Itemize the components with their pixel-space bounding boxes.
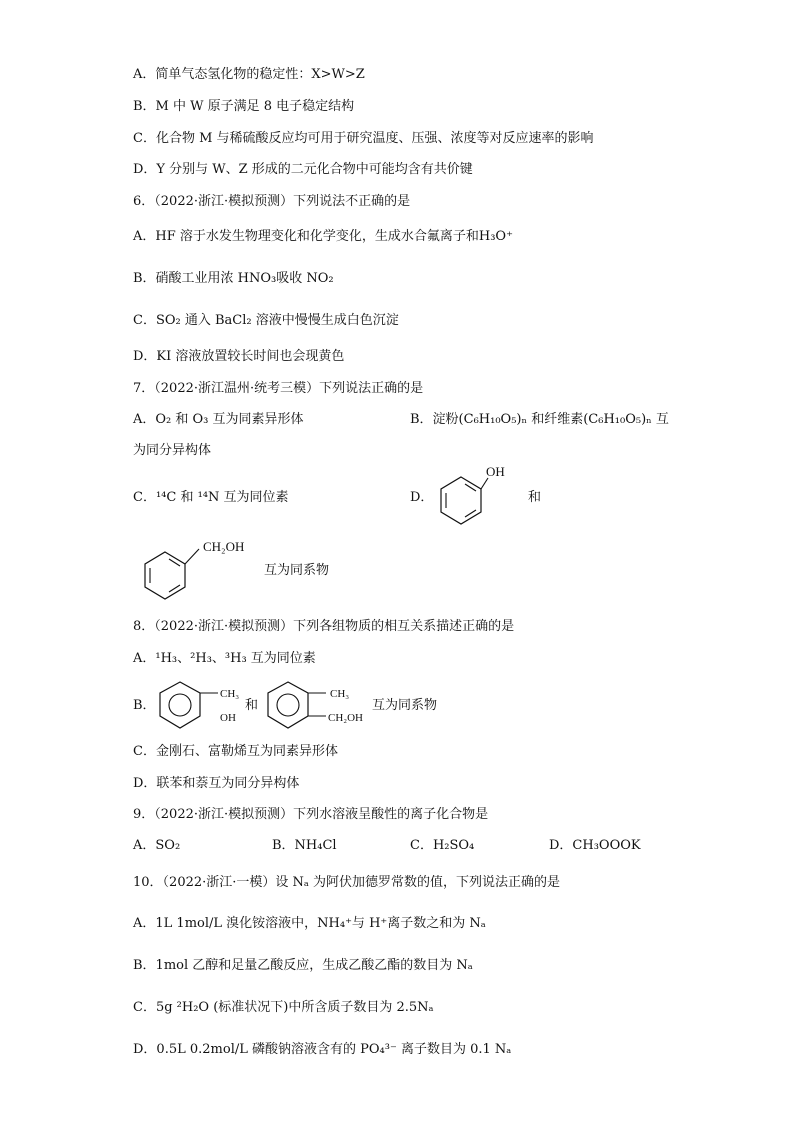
q8-option-b-label: B． bbox=[133, 698, 156, 713]
q9-option-c: C．H₂SO₄ bbox=[410, 838, 475, 853]
q6-option-c: C．SO₂ 通入 BaCl₂ 溶液中慢慢生成白色沉淀 bbox=[133, 313, 399, 328]
q8-option-c: C．金刚石、富勒烯互为同素异形体 bbox=[133, 744, 338, 759]
q5-option-a: A．简单气态氢化物的稳定性：X>W>Z bbox=[133, 67, 365, 82]
q5-option-b: B．M 中 W 原子满足 8 电子稳定结构 bbox=[133, 99, 355, 114]
q6-option-a: A．HF 溶于水发生物理变化和化学变化，生成水合氟离子和H₃O⁺ bbox=[133, 229, 513, 244]
phenol-oh-label: OH bbox=[486, 464, 505, 479]
q7-stem: 7．（2022·浙江温州·统考三模）下列说法正确的是 bbox=[133, 381, 424, 396]
q8-option-b-and: 和 bbox=[245, 698, 259, 713]
q10-option-c: C．5g ²H₂O (标准状况下)中所含质子数目为 2.5Nₐ bbox=[133, 1000, 434, 1015]
s2-ch2oh-label: CH₂OH bbox=[328, 712, 364, 724]
benzyl-alcohol-structure bbox=[135, 535, 265, 605]
q7-option-d-label: D． bbox=[410, 490, 434, 505]
q7-option-d-tail: 互为同系物 bbox=[264, 563, 330, 578]
q8-stem: 8．（2022·浙江·模拟预测）下列各组物质的相互关系描述正确的是 bbox=[133, 619, 515, 634]
q10-option-d: D．0.5L 0.2mol/L 磷酸钠溶液含有的 PO₄³⁻ 离子数目为 0.1 Nₐ bbox=[133, 1042, 512, 1057]
benzyl-ch2oh-label: CH₂OH bbox=[203, 539, 245, 554]
q8-option-a: A．¹H₃、²H₃、³H₃ 互为同位素 bbox=[133, 651, 316, 666]
q7-option-d-and: 和 bbox=[528, 490, 542, 505]
s1-oh-label: OH bbox=[220, 712, 236, 724]
q6-option-d: D．KI 溶液放置较长时间也会现黄色 bbox=[133, 349, 345, 364]
q8-option-b-tail: 互为同系物 bbox=[372, 698, 438, 713]
q7-option-b: B．淀粉(C₆H₁₀O₅)ₙ 和纤维素(C₆H₁₀O₅)ₙ 互 bbox=[410, 412, 669, 427]
s2-ch3-label: CH₃ bbox=[330, 688, 350, 700]
q9-option-b: B．NH₄Cl bbox=[272, 838, 337, 853]
q10-option-b: B．1mol 乙醇和足量乙酸反应，生成乙酸乙酯的数目为 Nₐ bbox=[133, 958, 473, 973]
q5-option-c: C．化合物 M 与稀硫酸反应均可用于研究温度、压强、浓度等对反应速率的影响 bbox=[133, 131, 594, 146]
s1-ch3-label: CH₃ bbox=[220, 688, 240, 700]
q6-option-b: B．硝酸工业用浓 HNO₃吸收 NO₂ bbox=[133, 271, 334, 286]
q6-stem: 6．（2022·浙江·模拟预测）下列说法不正确的是 bbox=[133, 194, 411, 209]
q8-option-d: D．联苯和萘互为同分异构体 bbox=[133, 776, 300, 791]
q9-option-a: A．SO₂ bbox=[133, 838, 181, 853]
q10-stem: 10．（2022·浙江·一模）设 Nₐ 为阿伏加德罗常数的值，下列说法正确的是 bbox=[133, 875, 561, 890]
o-cresol-structure bbox=[152, 676, 247, 734]
q5-option-d: D．Y 分别与 W、Z 形成的二元化合物中可能均含有共价键 bbox=[133, 162, 473, 177]
q9-stem: 9．（2022·浙江·模拟预测）下列水溶液呈酸性的离子化合物是 bbox=[133, 807, 489, 822]
q10-option-a: A．1L 1mol/L 溴化铵溶液中，NH₄⁺与 H⁺离子数之和为 Nₐ bbox=[133, 916, 486, 931]
phenol-structure bbox=[430, 462, 505, 528]
methylbenzyl-alcohol-structure bbox=[258, 676, 373, 734]
q7-option-c: C．¹⁴C 和 ¹⁴N 互为同位素 bbox=[133, 490, 289, 505]
q7-option-b-continued: 为同分异构体 bbox=[133, 443, 212, 458]
q9-option-d: D．CH₃OOOK bbox=[549, 838, 641, 853]
q7-option-a: A．O₂ 和 O₃ 互为同素异形体 bbox=[133, 412, 304, 427]
